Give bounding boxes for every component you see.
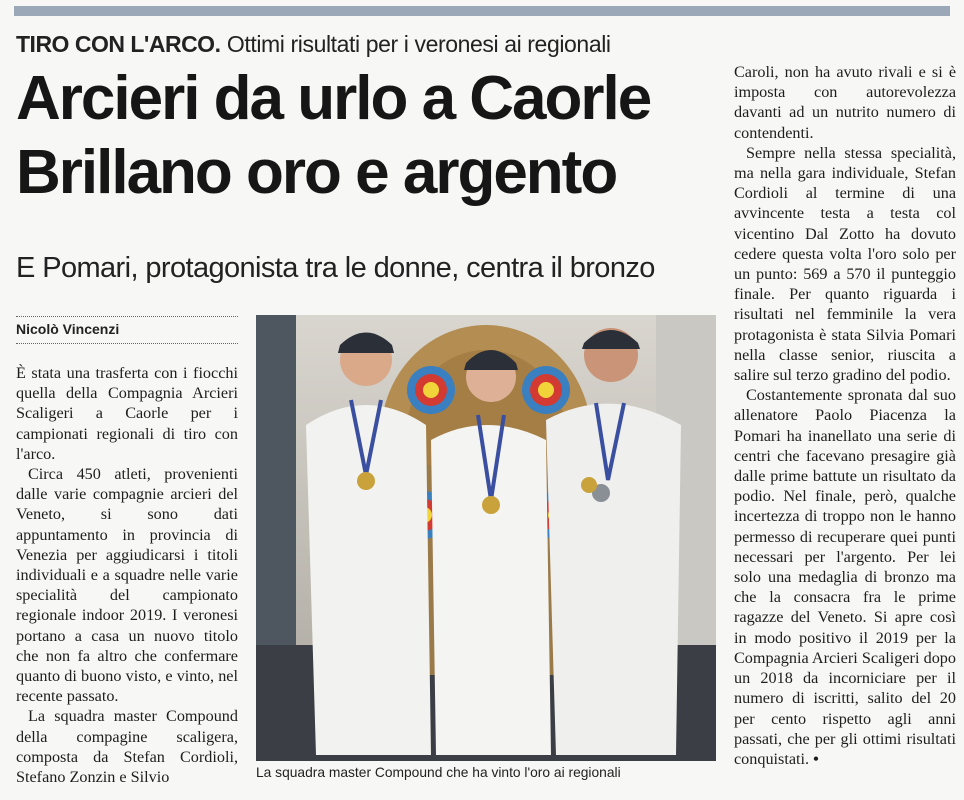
byline-divider-top	[16, 316, 238, 317]
paragraph: È stata una trasferta con i fiocchi quella della Compagnia Arcieri Scaligeri a Caorle per i campionati regionali di tiro con l'arco.	[16, 364, 238, 463]
subhead: E Pomari, protagonista tra le donne, centra il bronzo	[16, 252, 655, 284]
target-face-icon	[522, 366, 570, 414]
headline-line-2: Brillano oro e argento	[16, 138, 617, 207]
paragraph-text: Costantemente spronata dal suo allenatore Paolo Piacenza la Pomari ha inanellato una serie di centri che facevano presagire già dalle prime battute un risultato da podio. Nel finale, però, qualche incertezza di troppo non le hanno permesso di recuperare quei punti necessari per l'argento. Per lei solo una medaglia di bronzo ma che la consacra fra le prime ragazze del Veneto. Si apre così in modo positivo il 2019 per la Compagnia Arcieri Scaligeri dopo un 2018 da incorniciare per il numero di iscritti, salito del 20 per cento rispetto agli anni passati, che per gli ottimi risultati conquistati.	[734, 386, 956, 768]
paragraph: Circa 450 atleti, provenienti dalle varie compagnie arcieri del Veneto, si sono dati appuntamento in provincia di Venezia per aggiudicarsi i titoli individuali e a squadre nelle varie specialità del campionato regionale indoor 2019. I veronesi portano a casa un nuovo titolo che non fa altro che confermare quanto di buono visto, e vinto, nel recente passato.	[16, 465, 238, 706]
paragraph: Caroli, non ha avuto rivali e si è imposta con autorevolezza davanti ad un nutrito numero di contendenti.	[734, 63, 956, 142]
team-photo	[256, 315, 716, 761]
byline: Nicolò Vincenzi	[16, 321, 120, 337]
article-column-1	[16, 363, 238, 787]
kicker-tag: TIRO CON L'ARCO.	[16, 31, 221, 57]
team-photo-illustration	[256, 315, 716, 761]
paragraph	[734, 385, 956, 769]
byline-divider-bottom	[16, 343, 238, 344]
paragraph: Sempre nella stessa specialità, ma nella gara individuale, Stefan Cordioli al termine di una avvincente testa a testa col vicentino Dal Zotto ha dovuto cedere questa volta l'oro solo per un punto: 569 a 570 il punteggio finale. Per quanto riguarda i risultati nel femminile la vera protagonista è stata Silvia Pomari nella classe senior, riuscita a salire sul terzo gradino del podio.	[734, 143, 956, 385]
end-mark: •	[813, 749, 819, 768]
headline-line-1: Arcieri da urlo a Caorle	[16, 64, 651, 133]
article-column-3	[734, 62, 956, 769]
photo-caption: La squadra master Compound che ha vinto l'oro ai regionali	[256, 765, 621, 780]
kicker-text: Ottimi risultati per i veronesi ai regionali	[226, 31, 611, 57]
target-face-icon	[407, 366, 455, 414]
headline	[16, 62, 716, 210]
paragraph: La squadra master Compound della compagine scaligera, composta da Stefan Cordioli, Stefano Zonzin e Silvio	[16, 707, 238, 787]
kicker	[16, 30, 716, 58]
top-color-bar	[14, 6, 950, 16]
